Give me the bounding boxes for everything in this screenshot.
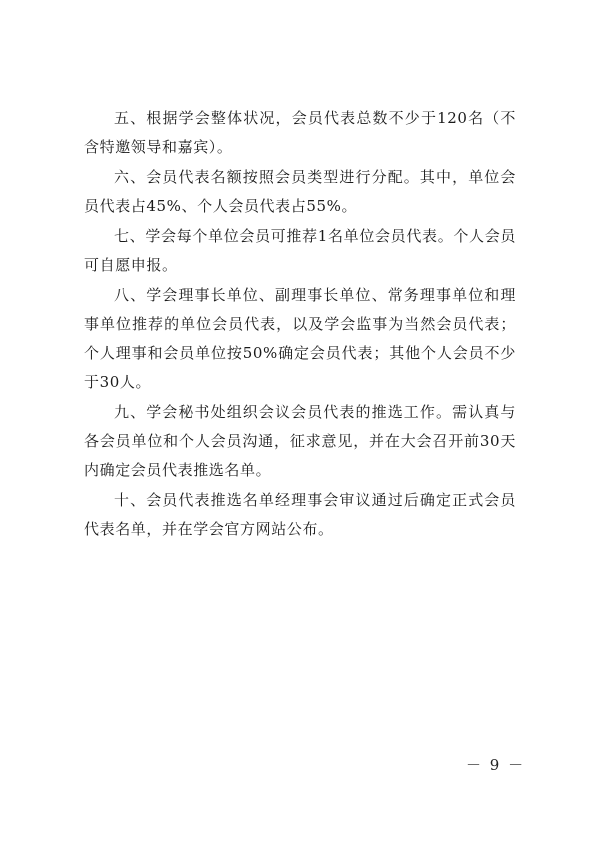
- paragraph-6: 六、会员代表名额按照会员类型进行分配。其中，单位会员代表占45%、个人会员代表占55%。: [84, 168, 516, 215]
- page-number: － 9 －: [466, 756, 526, 774]
- paragraph-5: 五、根据学会整体状况，会员代表总数不少于120名（不含特邀领导和嘉宾）。: [84, 109, 516, 156]
- paragraph-9: 九、学会秘书处组织会议会员代表的推选工作。需认真与各会员单位和个人会员沟通，征求意见，并在大会召开前30天内确定会员代表推选名单。: [84, 403, 516, 479]
- paragraph-10: 十、会员代表推选名单经理事会审议通过后确定正式会员代表名单，并在学会官方网站公布。: [84, 491, 516, 538]
- paragraph-8: 八、学会理事长单位、副理事长单位、常务理事单位和理事单位推荐的单位会员代表，以及学会监事为当然会员代表；个人理事和会员单位按50%确定会员代表；其他个人会员不少于30人。: [84, 286, 516, 391]
- document-body: [84, 104, 516, 545]
- paragraph-7: 七、学会每个单位会员可推荐1名单位会员代表。个人会员可自愿申报。: [84, 227, 516, 274]
